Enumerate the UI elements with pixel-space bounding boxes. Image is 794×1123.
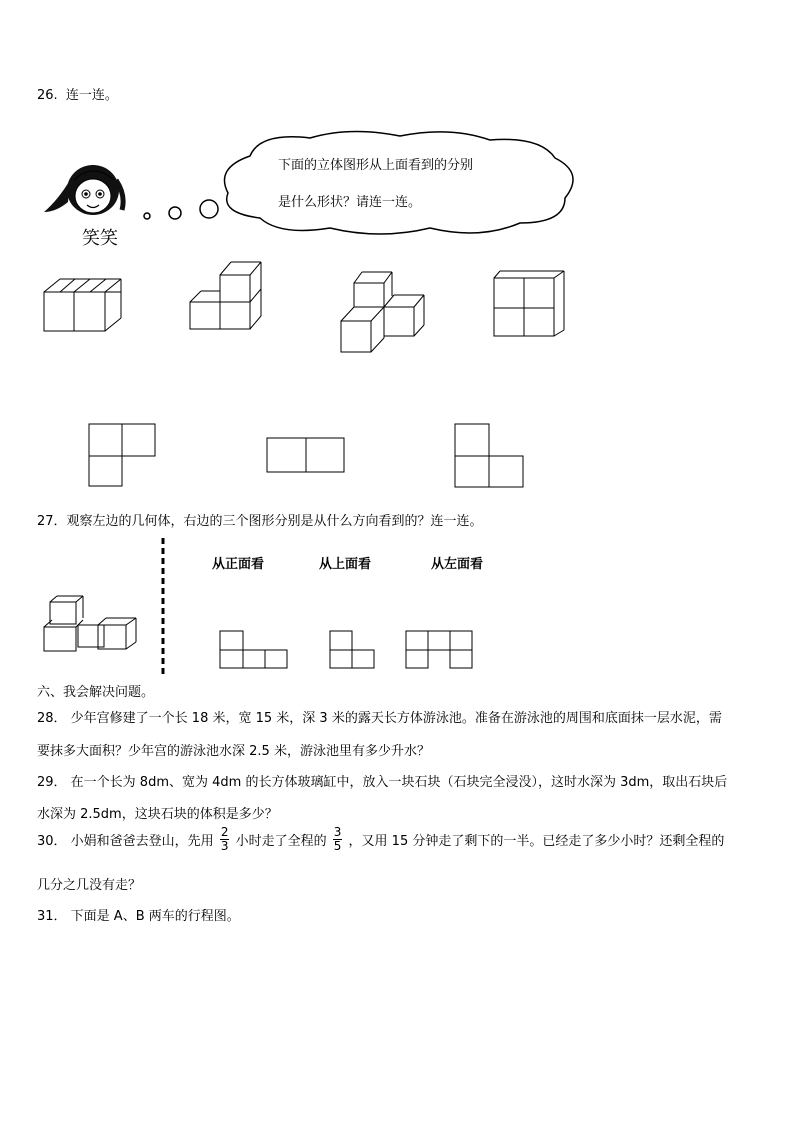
view-label-left: 从左面看 — [431, 557, 484, 572]
thought-bubble — [140, 128, 590, 243]
fraction-two-thirds — [220, 826, 230, 853]
q29-line-1: 29． 在一个长为 8dm、宽为 4dm 的长方体玻璃缸中，放入一块石块（石块完全浸没），这时水深为 3dm，取出石块后 — [37, 775, 728, 790]
fraction-three-fifths — [333, 826, 343, 853]
q29-line-2: 水深为 2.5dm，这块石块的体积是多少？ — [37, 807, 278, 822]
fraction-2-denominator: 5 — [333, 839, 342, 853]
q30-part-3: ，又用 15 分钟走了剩下的一半。已经走了多少小时？还剩全程的 — [348, 834, 725, 849]
q31-text: 31． 下面是 A、B 两车的行程图。 — [37, 909, 240, 924]
q27-view-3 — [404, 629, 476, 671]
fraction-1-numerator: 2 — [220, 825, 229, 839]
q27-solid — [40, 592, 140, 654]
q26-number: 26. — [37, 88, 58, 103]
q30-part-2: 小时走了全程的 — [235, 834, 327, 849]
solid-figure-1 — [40, 275, 130, 335]
q26-title: 连一连。 — [65, 88, 118, 103]
q28-line-2: 要抹多大面积？少年宫的游泳池水深 2.5 米，游泳池里有多少升水？ — [37, 744, 430, 759]
fraction-2-numerator: 3 — [333, 825, 342, 839]
q27-text: 27．观察左边的几何体，右边的三个图形分别是从什么方向看到的？连一连。 — [37, 514, 483, 529]
dashed-divider — [160, 538, 166, 680]
q28-line-1: 28． 少年宫修建了一个长 18 米，宽 15 米，深 3 米的露天长方体游泳池。准备在游泳池的周围和底面抹一层水泥，需 — [37, 711, 722, 726]
character-label: 笑笑 — [82, 228, 118, 249]
view-label-top: 从上面看 — [319, 557, 372, 572]
q26-heading — [37, 84, 118, 103]
view-label-front: 从正面看 — [212, 557, 265, 572]
q30-part-1: 30． 小娟和爸爸去登山，先用 — [37, 834, 214, 849]
section-6-title: 六、我会解决问题。 — [37, 685, 155, 700]
q27-view-1 — [218, 629, 290, 671]
q30-line-2: 几分之几没有走？ — [37, 878, 142, 893]
solid-figure-2 — [187, 258, 267, 333]
q30-line-1 — [37, 826, 724, 853]
fraction-1-denominator: 3 — [220, 839, 229, 853]
view-shape-row — [265, 436, 349, 474]
bubble-line-2: 是什么形状？请连一连。 — [278, 195, 422, 210]
bubble-line-1: 下面的立体图形从上面看到的分别 — [278, 158, 474, 173]
q27-view-2 — [328, 629, 378, 671]
view-shape-reverse-l — [452, 422, 527, 490]
solid-figure-4 — [490, 268, 570, 340]
solid-figure-3 — [338, 268, 433, 358]
view-shape-l — [86, 422, 158, 488]
